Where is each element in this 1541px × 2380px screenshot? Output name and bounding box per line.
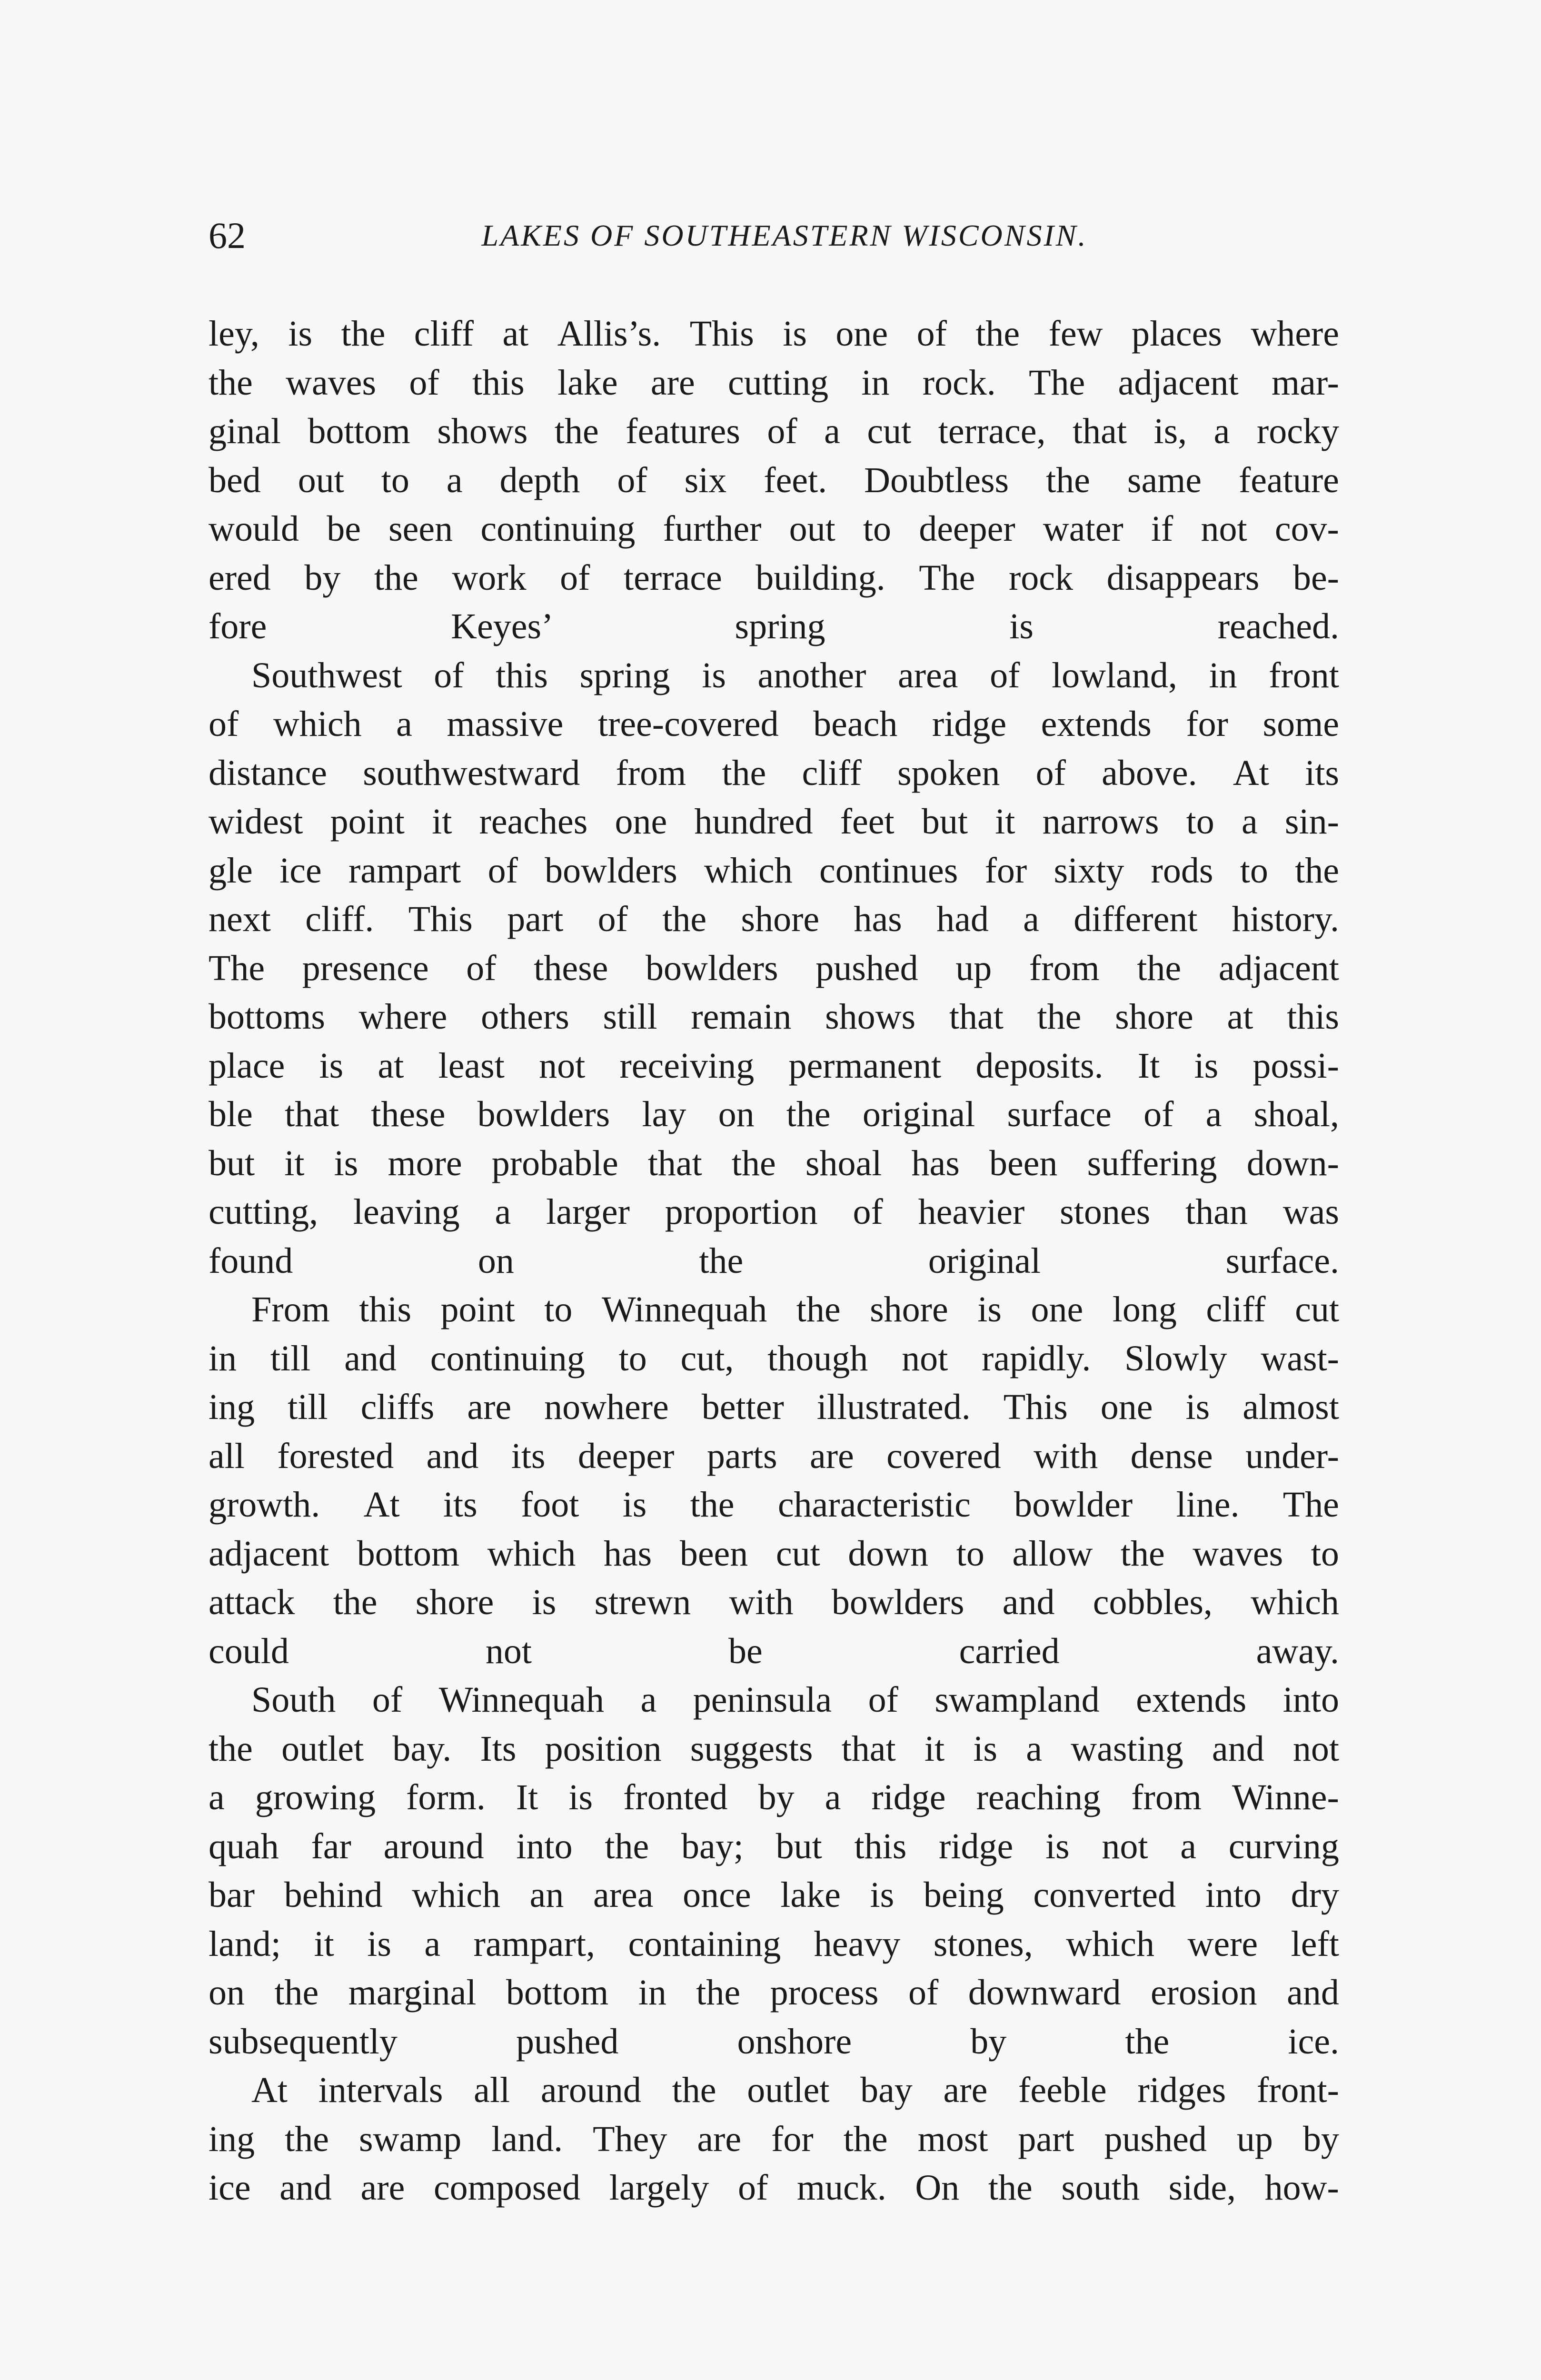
text-line: ered by the work of terrace building. The rock disappears be-	[209, 557, 1339, 598]
text-line: ing the swamp land. They are for the most part pushed up by	[209, 2119, 1339, 2159]
text-line: ice and are composed largely of muck. On the south side, how-	[209, 2168, 1339, 2208]
text-line: ginal bottom shows the features of a cut terrace, that is, a rocky	[209, 411, 1339, 451]
text-line: subsequently pushed onshore by the ice.	[209, 2021, 1339, 2062]
paragraph	[209, 1676, 1339, 2066]
text-line: land; it is a rampart, containing heavy stones, which were left	[209, 1924, 1339, 1964]
text-line: would be seen continuing further out to deeper water if not cov-	[209, 509, 1339, 549]
running-head: LAKES OF SOUTHEASTERN WISCONSIN.	[481, 218, 1088, 252]
text-line: ble that these bowlders lay on the original surface of a shoal,	[209, 1094, 1339, 1134]
text-line: widest point it reaches one hundred feet but it narrows to a sin-	[209, 802, 1339, 842]
text-line: At intervals all around the outlet bay are feeble ridges front-	[251, 2070, 1339, 2110]
text-line: the outlet bay. Its position suggests that it is a wasting and not	[209, 1728, 1339, 1769]
paragraph	[209, 309, 1339, 651]
text-line: in till and continuing to cut, though not rapidly. Slowly wast-	[209, 1338, 1339, 1378]
text-line: could not be carried away.	[209, 1631, 1339, 1671]
text-line: cutting, leaving a larger proportion of heavier stones than was	[209, 1192, 1339, 1232]
text-line: quah far around into the bay; but this ridge is not a curving	[209, 1826, 1339, 1866]
text-line: place is at least not receiving permanent deposits. It is possi-	[209, 1045, 1339, 1086]
text-line: ing till cliffs are nowhere better illustrated. This one is almost	[209, 1387, 1339, 1427]
text-line: The presence of these bowlders pushed up from the adjacent	[209, 948, 1339, 988]
text-line: bed out to a depth of six feet. Doubtless the same feature	[209, 460, 1339, 500]
paragraph	[209, 1285, 1339, 1676]
text-line: adjacent bottom which has been cut down to allow the waves to	[209, 1533, 1339, 1574]
text-line: Southwest of this spring is another area of lowland, in front	[251, 655, 1339, 695]
text-line: all forested and its deeper parts are covered with dense under-	[209, 1436, 1339, 1476]
text-line: South of Winnequah a peninsula of swampland extends into	[251, 1680, 1339, 1720]
text-line: ley, is the cliff at Allis’s. This is one of the few places where	[209, 314, 1339, 354]
page-header	[209, 212, 1342, 264]
body-text	[209, 309, 1339, 2212]
text-line: gle ice rampart of bowlders which continues for sixty rods to the	[209, 850, 1339, 891]
page-number: 62	[209, 215, 246, 256]
text-line: growth. At its foot is the characteristic bowlder line. The	[209, 1485, 1339, 1525]
text-line: next cliff. This part of the shore has had a different history.	[209, 899, 1339, 939]
paragraph	[209, 2066, 1339, 2212]
text-line: attack the shore is strewn with bowlders and cobbles, which	[209, 1582, 1339, 1622]
text-line: on the marginal bottom in the process of downward erosion and	[209, 1973, 1339, 2013]
paragraph	[209, 651, 1339, 1286]
text-line: fore Keyes’ spring is reached.	[209, 606, 1339, 646]
text-line: bottoms where others still remain shows that the shore at this	[209, 997, 1339, 1037]
text-line: distance southwestward from the cliff spoken of above. At its	[209, 753, 1339, 793]
text-line: a growing form. It is fronted by a ridge reaching from Winne-	[209, 1777, 1339, 1817]
text-line: but it is more probable that the shoal has been suffering down-	[209, 1143, 1339, 1183]
text-line: bar behind which an area once lake is being converted into dry	[209, 1875, 1339, 1915]
text-line: found on the original surface.	[209, 1240, 1339, 1281]
text-line: From this point to Winnequah the shore is one long cliff cut	[251, 1289, 1339, 1329]
text-line: of which a massive tree-covered beach ridge extends for some	[209, 704, 1339, 744]
text-line: the waves of this lake are cutting in rock. The adjacent mar-	[209, 362, 1339, 403]
